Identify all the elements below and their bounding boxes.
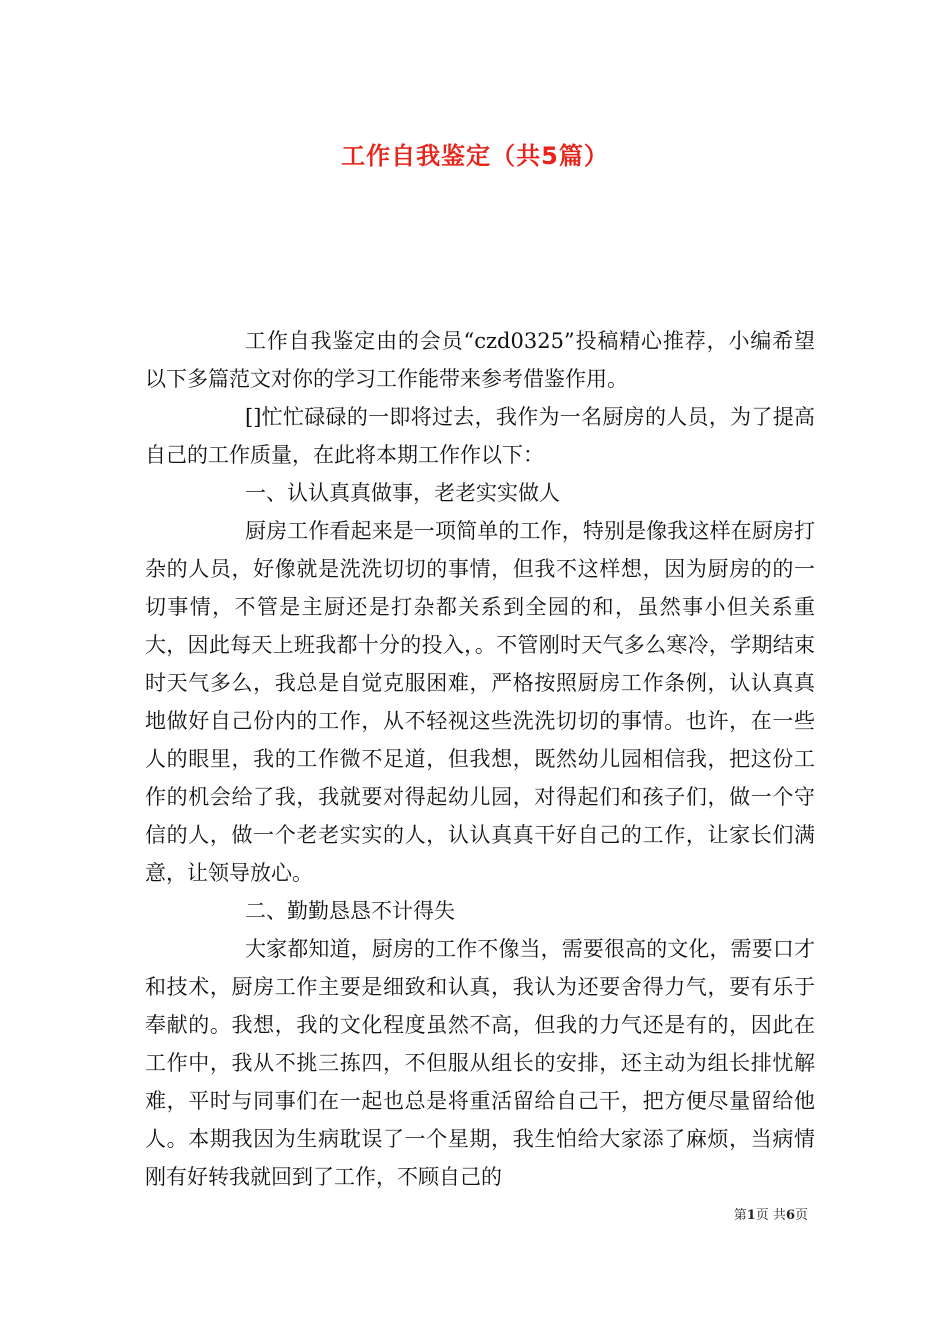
current-page-number: 1	[746, 1208, 756, 1223]
paragraph-opening: []忙忙碌碌的一即将过去，我作为一名厨房的人员，为了提高自己的工作质量，在此将本期工作作以下：	[145, 405, 815, 467]
page-footer	[734, 1204, 808, 1223]
total-pages-number: 6	[785, 1208, 795, 1223]
footer-middle: 页 共	[755, 1208, 786, 1223]
paragraph-intro: 工作自我鉴定由的会员“czd0325”投稿精心推荐，小编希望以下多篇范文对你的学习工作能带来参考借鉴作用。	[145, 329, 815, 391]
document-body	[145, 322, 815, 1196]
paragraph-section-2: 大家都知道，厨房的工作不像当，需要很高的文化，需要口才和技术，厨房工作主要是细致和认真，我认为还要舍得力气，要有乐于奉献的。我想，我的文化程度虽然不高，但我的力气还是有的，因此在工作中，我从不挑三拣四，不但服从组长的安排，还主动为组长排忧解难，平时与同事们在一起也总是将重活留给自己干，把方便尽量留给他人。本期我因为生病耽误了一个星期，我生怕给大家添了麻烦，当病情刚有好转我就回到了工作，不顾自己的	[145, 937, 815, 1189]
section-heading-1: 一、认认真真做事，老老实实做人	[245, 481, 560, 505]
footer-prefix: 第	[733, 1208, 747, 1223]
paragraph-section-1: 厨房工作看起来是一项简单的工作，特别是像我这样在厨房打杂的人员，好像就是洗洗切切的事情，但我不这样想，因为厨房的的一切事情，不管是主厨还是打杂都关系到全园的和，虽然事小但关系重大，因此每天上班我都十分的投入，。不管刚时天气多么寒冷，学期结束时天气多么，我总是自觉克服困难，严格按照厨房工作条例，认认真真地做好自己份内的工作，从不轻视这些洗洗切切的事情。也许，在一些人的眼里，我的工作微不足道，但我想，既然幼儿园相信我，把这份工作的机会给了我，我就要对得起幼儿园，对得起们和孩子们，做一个守信的人，做一个老老实实的人，认认真真干好自己的工作，让家长们满意，让领导放心。	[145, 519, 815, 885]
document-title: 工作自我鉴定（共5篇）	[341, 142, 609, 170]
footer-suffix: 页	[794, 1208, 808, 1223]
section-heading-2: 二、勤勤恳恳不计得失	[245, 899, 455, 923]
